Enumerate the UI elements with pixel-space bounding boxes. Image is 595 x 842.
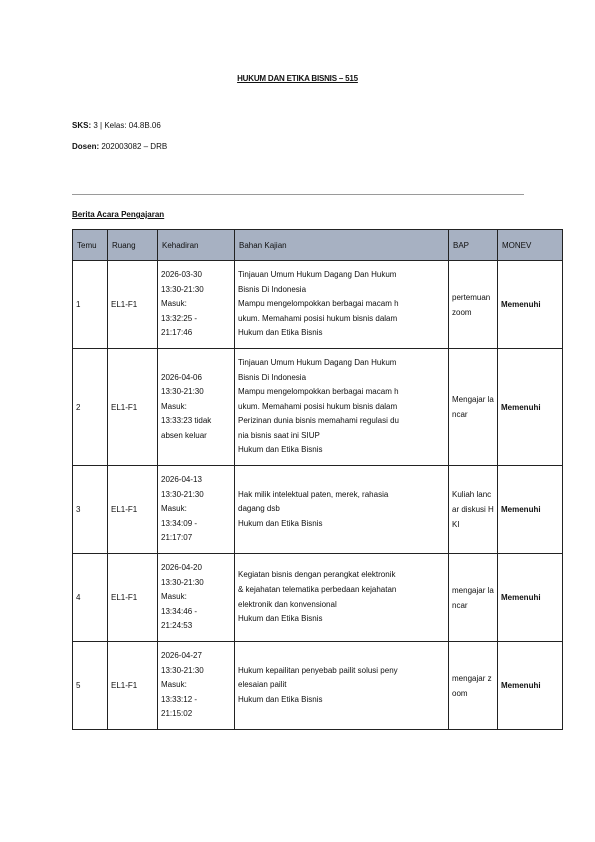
kehadiran-line: 13:30-21:30 [161,284,204,294]
cell-temu: 3 [73,466,108,554]
cell-monev: Memenuhi [498,642,563,730]
cell-kehadiran [158,554,235,642]
header-kehadiran: Kehadiran [158,230,235,261]
bahan-line: Hukum dan Etika Bisnis [238,694,323,704]
cell-monev: Memenuhi [498,466,563,554]
section-title: Berita Acara Pengajaran [72,210,165,219]
kehadiran-line: 13:34:09 - [161,518,198,528]
kehadiran-line: 13:30-21:30 [161,489,204,499]
cell-bahan-kajian [235,554,449,642]
bahan-line: Tinjauan Umum Hukum Dagang Dan Hukum [238,270,397,280]
dosen-line [72,142,167,151]
kehadiran-line: 2026-04-20 [161,563,202,573]
bahan-line: Perizinan dunia bisnis memahami regulasi du [238,416,399,426]
kehadiran-line: 2026-04-13 [161,475,202,485]
kehadiran-line: 13:32:25 - [161,313,198,323]
cell-ruang: EL1-F1 [108,642,158,730]
kehadiran-line: 2026-03-30 [161,270,202,280]
table-row [73,261,563,349]
table-row [73,642,563,730]
cell-bap: pertemuan zoom [449,261,498,349]
sks-label: SKS: [72,121,92,130]
kehadiran-line: 13:30-21:30 [161,577,204,587]
bahan-line: Hukum dan Etika Bisnis [238,328,323,338]
header-bap: BAP [449,230,498,261]
table-body [73,261,563,730]
kehadiran-line: Masuk: [161,592,187,602]
bahan-line: Mampu mengelompokkan berbagai macam h [238,387,399,397]
cell-ruang: EL1-F1 [108,261,158,349]
berita-acara-table [72,229,563,730]
cell-bahan-kajian [235,642,449,730]
bahan-line: Kegiatan bisnis dengan perangkat elektronik [238,570,396,580]
cell-kehadiran [158,261,235,349]
cell-bap: Mengajar lancar [449,349,498,466]
bahan-line: Bisnis Di Indonesia [238,284,307,294]
cell-temu: 4 [73,554,108,642]
bahan-line: Hukum dan Etika Bisnis [238,614,323,624]
bahan-line: ukum. Memahami posisi hukum bisnis dalam [238,401,398,411]
cell-temu: 2 [73,349,108,466]
kehadiran-line: Masuk: [161,299,187,309]
cell-bap: Kuliah lancar diskusi HKI [449,466,498,554]
bahan-line: ukum. Memahami posisi hukum bisnis dalam [238,313,398,323]
table-row [73,349,563,466]
cell-bahan-kajian [235,261,449,349]
cell-bap: mengajar lancar [449,554,498,642]
kehadiran-line: 13:33:23 tidak [161,416,212,426]
table-header-row [73,230,563,261]
kehadiran-line: 13:30-21:30 [161,387,204,397]
header-bahan-kajian: Bahan Kajian [235,230,449,261]
cell-bap: mengajar zoom [449,642,498,730]
cell-monev: Memenuhi [498,261,563,349]
bahan-line: Mampu mengelompokkan berbagai macam h [238,299,399,309]
kehadiran-line: 21:17:07 [161,533,193,543]
kehadiran-line: 13:30-21:30 [161,665,204,675]
header-ruang: Ruang [108,230,158,261]
header-monev: MONEV [498,230,563,261]
bahan-line: elesaian pailit [238,680,287,690]
cell-monev: Memenuhi [498,554,563,642]
cell-temu: 5 [73,642,108,730]
kehadiran-line: 21:24:53 [161,621,193,631]
table-row [73,466,563,554]
dosen-label: Dosen: [72,142,100,151]
cell-kehadiran [158,349,235,466]
document-title: HUKUM DAN ETIKA BISNIS – 515 [237,74,358,83]
cell-ruang: EL1-F1 [108,349,158,466]
table-row [73,554,563,642]
kehadiran-line: 21:17:46 [161,328,193,338]
bahan-line: Hukum dan Etika Bisnis [238,518,323,528]
kehadiran-line: 2026-04-27 [161,651,202,661]
kehadiran-line: Masuk: [161,680,187,690]
cell-monev: Memenuhi [498,349,563,466]
bahan-line: Bisnis Di Indonesia [238,372,307,382]
bahan-line: Hukum dan Etika Bisnis [238,445,323,455]
bahan-line: nia bisnis saat ini SIUP [238,430,320,440]
bahan-line: Hukum kepailitan penyebab pailit solusi peny [238,665,398,675]
cell-kehadiran [158,642,235,730]
cell-ruang: EL1-F1 [108,554,158,642]
sks-line [72,121,161,130]
bahan-line: Tinjauan Umum Hukum Dagang Dan Hukum [238,357,397,367]
kehadiran-line: Masuk: [161,504,187,514]
bahan-line: Hak milik intelektual paten, merek, rahasia [238,489,389,499]
kehadiran-line: 21:15:02 [161,709,193,719]
header-temu: Temu [73,230,108,261]
cell-kehadiran [158,466,235,554]
cell-bahan-kajian [235,349,449,466]
bahan-line: dagang dsb [238,504,280,514]
kehadiran-line: 2026-04-06 [161,372,202,382]
divider [72,194,524,195]
cell-ruang: EL1-F1 [108,466,158,554]
bahan-line: & kejahatan telematika perbedaan kejahatan [238,584,397,594]
dosen-value: 202003082 – DRB [101,142,168,151]
kehadiran-line: Masuk: [161,401,187,411]
cell-temu: 1 [73,261,108,349]
kehadiran-line: 13:33:12 - [161,694,198,704]
kehadiran-line: absen keluar [161,430,207,440]
sks-value: 3 | Kelas: 04.8B.06 [93,121,161,130]
bahan-line: elektronik dan konvensional [238,599,337,609]
cell-bahan-kajian [235,466,449,554]
kehadiran-line: 13:34:46 - [161,606,198,616]
